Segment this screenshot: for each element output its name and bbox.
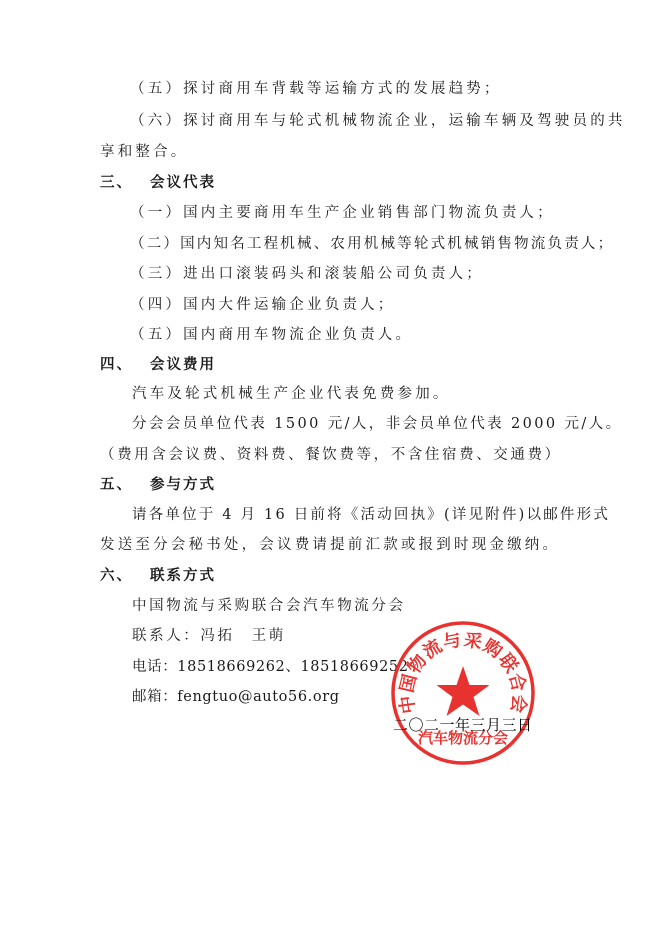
- document-date: 二〇二一年三月三日: [393, 716, 533, 734]
- section-title: 参与方式: [150, 477, 216, 493]
- item-text: 国内大件运输企业负责人；: [183, 297, 396, 313]
- section2-item-5: [130, 80, 502, 98]
- section3-item-2: [130, 235, 614, 253]
- contact-org: 中国物流与采购联合会汽车物流分会: [132, 598, 406, 614]
- section5-para-line1: 请各单位于 4 月 16 日前将《活动回执》(详见附件)以邮件形式: [132, 507, 611, 523]
- section4-heading: [100, 356, 216, 374]
- item-label: （六）: [130, 113, 184, 129]
- section-number: 五、: [100, 477, 133, 493]
- item-text: 探讨商用车与轮式机械物流企业，运输车辆及驾驶员的共: [183, 113, 626, 129]
- section2-item-6: [130, 112, 626, 130]
- section-title: 会议费用: [150, 357, 216, 373]
- item-text: 国内主要商用车生产企业销售部门物流负责人；: [183, 205, 555, 221]
- section2-item-6-continuation: 享和整合。: [100, 144, 189, 160]
- section5-para-line2: 发送至分会秘书处，会议费请提前汇款或报到时现金缴纳。: [100, 537, 561, 553]
- item-label: （二）: [130, 236, 181, 252]
- section-title: 会议代表: [150, 175, 216, 191]
- item-label: （四）: [130, 297, 184, 313]
- item-text: 进出口滚装码头和滚装船公司负责人；: [183, 266, 485, 282]
- official-seal-icon: [388, 618, 538, 768]
- seal-inner-text: 汽车物流分会: [417, 729, 509, 747]
- item-label: （三）: [130, 266, 184, 282]
- contact-email[interactable]: 邮箱：fengtuo@auto56.org: [132, 689, 340, 705]
- section-number: 四、: [100, 357, 133, 373]
- item-label: （五）: [130, 327, 184, 343]
- item-text: 国内商用车物流企业负责人。: [183, 327, 414, 343]
- section5-heading: [100, 476, 216, 494]
- item-text: 国内知名工程机械、农用机械等轮式机械销售物流负责人；: [180, 236, 615, 252]
- section-number: 六、: [100, 568, 133, 584]
- item-text: 探讨商用车背载等运输方式的发展趋势；: [183, 81, 502, 97]
- section6-heading: [100, 567, 216, 585]
- section3-item-4: [130, 296, 396, 314]
- section3-item-1: [130, 204, 555, 222]
- seal-outer-text: 中国物流与采购联合会: [396, 629, 530, 715]
- contact-phone: 电话：18518669262、18518669252: [132, 659, 409, 675]
- section4-para2: 分会会员单位代表 1500 元/人，非会员单位代表 2000 元/人。: [132, 416, 623, 432]
- section4-para3: （费用含会议费、资料费、餐饮费等，不含住宿费、交通费）: [100, 447, 562, 463]
- item-label: （一）: [130, 205, 184, 221]
- section-number: 三、: [100, 175, 133, 191]
- section3-item-5: [130, 326, 413, 344]
- section3-item-3: [130, 265, 484, 283]
- section-title: 联系方式: [150, 568, 216, 584]
- section4-para1: 汽车及轮式机械生产企业代表免费参加。: [132, 386, 451, 402]
- section3-heading: [100, 174, 216, 192]
- contact-person: 联系人：冯拓 王萌: [132, 628, 286, 644]
- item-label: （五）: [130, 81, 184, 97]
